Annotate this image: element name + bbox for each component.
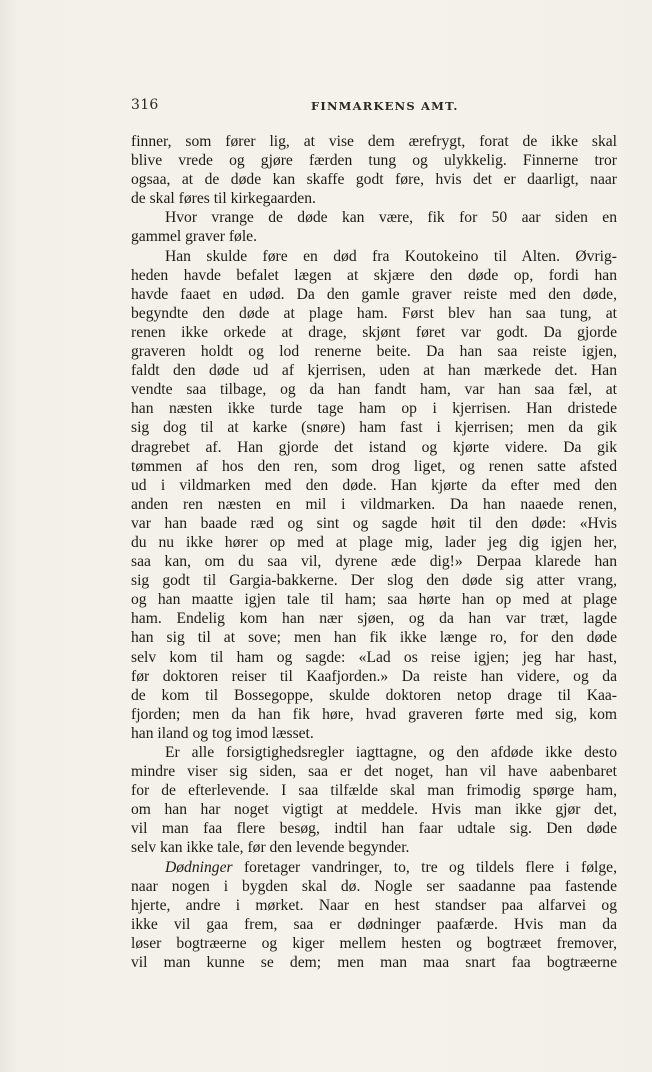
text-line	[131, 800, 617, 819]
line-text: du nu ikke hører op med at plage mig, lader jeg dig igjen her,	[131, 533, 617, 551]
line-text: graveren holdt og lod renerne beite. Da han saa reiste igjen,	[131, 343, 617, 361]
text-line	[131, 762, 617, 781]
line-text: gammel graver føle.	[131, 228, 257, 246]
text-line	[131, 361, 617, 380]
line-text: mindre viser sig siden, saa er det noget, han vil have aabenbaret	[131, 763, 617, 781]
line-text: vil man faa flere besøg, indtil han faar udtale sig. Den døde	[131, 820, 617, 838]
text-line	[131, 609, 617, 628]
line-text: selv kan ikke tale, før den levende begynder.	[131, 839, 410, 857]
text-line	[131, 418, 617, 437]
page-header	[131, 97, 617, 117]
text-line	[131, 285, 617, 304]
line-text: før doktoren reiser til Kaafjorden.» Da reiste han videre, og da	[131, 667, 617, 685]
line-text: Hvor vrange de døde kan være, fik for 50 aar siden en	[165, 209, 617, 227]
line-text: vendte saa tilbage, og da han fandt ham, var han saa fæl, at	[131, 381, 617, 399]
text-line	[131, 247, 617, 266]
line-text: dragrebet af. Han gjorde det istand og kjørte videre. Da gik	[131, 438, 617, 456]
line-text: tømmen af hos den ren, som drog liget, og renen satte afsted	[131, 457, 617, 475]
line-text: anden ren næsten en mil i vildmarken. Da han naaede renen,	[131, 495, 617, 513]
line-text: ham. Endelig kom han nær sjøen, og da han var træt, lagde	[131, 610, 617, 628]
text-line	[131, 476, 617, 495]
text-line	[131, 227, 617, 246]
line-text: sig dog til at karke (snøre) ham fast i kjerrisen; men da gik	[131, 419, 617, 437]
text-line	[131, 438, 617, 457]
line-text: Han skulde føre en død fra Koutokeino til Alten. Øvrig-	[165, 247, 617, 265]
text-line	[131, 170, 617, 189]
line-text: selv kom til ham og sagde: «Lad os reise igjen; jeg har hast,	[131, 648, 617, 666]
line-text: han iland og tog imod læsset.	[131, 724, 314, 742]
text-line	[131, 399, 617, 418]
text-line	[131, 838, 617, 857]
line-text: vil man kunne se dem; men man maa snart faa bogtræerne	[131, 954, 617, 972]
text-line	[131, 514, 617, 533]
line-text: hjerte, andre i mørket. Naar en hest standser paa alfarvei og	[131, 896, 617, 914]
text-line	[131, 457, 617, 476]
text-line	[131, 552, 617, 571]
line-text: foretager vandringer, to, tre og tildels flere i følge,	[243, 858, 617, 876]
line-text: renen ikke orkede at drage, skjønt føret var godt. Da gjorde	[131, 323, 617, 341]
text-line	[131, 896, 617, 915]
text-line	[131, 648, 617, 667]
line-text: løser bogtræerne og kiger mellem hesten og bogtræet fremover,	[131, 934, 617, 952]
line-text: naar nogen i bygden skal dø. Nogle ser saadanne paa fastende	[131, 877, 617, 895]
line-text: heden havde befalet lægen at skjære den døde op, fordi han	[131, 266, 617, 284]
text-line	[131, 819, 617, 838]
text-line	[131, 724, 617, 743]
text-line	[131, 533, 617, 552]
text-line	[131, 877, 617, 896]
text-line	[131, 858, 617, 877]
text-line	[131, 953, 617, 972]
line-text: ud i vildmarken med den døde. Han kjørte da efter med den	[131, 476, 617, 494]
text-line	[131, 628, 617, 647]
line-text: for de efterlevende. I saa tilfælde skal man frimodig spørge ham,	[131, 782, 617, 800]
text-line	[131, 323, 617, 342]
text-line	[131, 934, 617, 953]
line-text: begyndte den døde at plage ham. Først blev han saa tung, at	[131, 304, 617, 322]
line-text: faldt den døde ud af kjerrisen, uden at han mærkede det. Han	[131, 362, 617, 380]
text-line	[131, 743, 617, 762]
line-text: blive vrede og gjøre færden tung og ulykkelig. Finnerne tror	[131, 152, 617, 170]
line-text: de kom til Bossegoppe, skulde doktoren netop drage til Kaa-	[131, 686, 617, 704]
text-line	[131, 208, 617, 227]
line-text: og han maatte igjen tale til ham; saa hørte han op med at plage	[131, 591, 617, 609]
text-line	[131, 705, 617, 724]
line-text: sig godt til Gargia-bakkerne. Der slog den døde sig atter vrang,	[131, 572, 617, 590]
line-text: de skal føres til kirkegaarden.	[131, 190, 316, 208]
text-line	[131, 151, 617, 170]
text-line	[131, 132, 617, 151]
body-text	[131, 132, 617, 972]
line-text: fjorden; men da han fik høre, hvad graveren førte med sig, kom	[131, 705, 617, 723]
text-line	[131, 915, 617, 934]
page-number: 316	[131, 97, 159, 113]
line-text: Er alle forsigtighedsregler iagttagne, og den afdøde ikke desto	[165, 744, 617, 761]
text-line	[131, 380, 617, 399]
line-text: han sig til at sove; men han fik ikke længe ro, for den døde	[131, 629, 617, 647]
line-text: finner, som fører lig, at vise dem ærefrygt, forat de ikke skal	[131, 133, 617, 150]
text-line	[131, 571, 617, 590]
line-text: var han baade ræd og sint og sagde høit til den døde: «Hvis	[131, 514, 617, 532]
text-line	[131, 781, 617, 800]
line-text: han næsten ikke turde tage ham op i kjerrisen. Han dristede	[131, 400, 617, 418]
running-head: FINMARKENS AMT.	[311, 99, 459, 113]
text-line	[131, 495, 617, 514]
text-line	[131, 667, 617, 686]
text-line	[131, 686, 617, 705]
line-text: ikke vil gaa frem, saa er dødninger paafærde. Hvis man da	[131, 915, 617, 933]
line-text: om han har noget vigtigt at meddele. Hvis man ikke gjør det,	[131, 801, 617, 819]
text-line	[131, 189, 617, 208]
line-text: saa kan, om du saa vil, dyrene æde dig!» Derpaa klarede han	[131, 553, 617, 571]
line-text: havde faaet en udød. Da den gamle graver reiste med den døde,	[131, 285, 617, 303]
italic-lead-word: Dødninger	[165, 858, 233, 876]
text-line	[131, 266, 617, 285]
line-text: ogsaa, at de døde kan skaffe godt føre, hvis det er daarligt, naar	[131, 171, 617, 189]
text-line	[131, 304, 617, 323]
text-line	[131, 590, 617, 609]
text-line	[131, 342, 617, 361]
